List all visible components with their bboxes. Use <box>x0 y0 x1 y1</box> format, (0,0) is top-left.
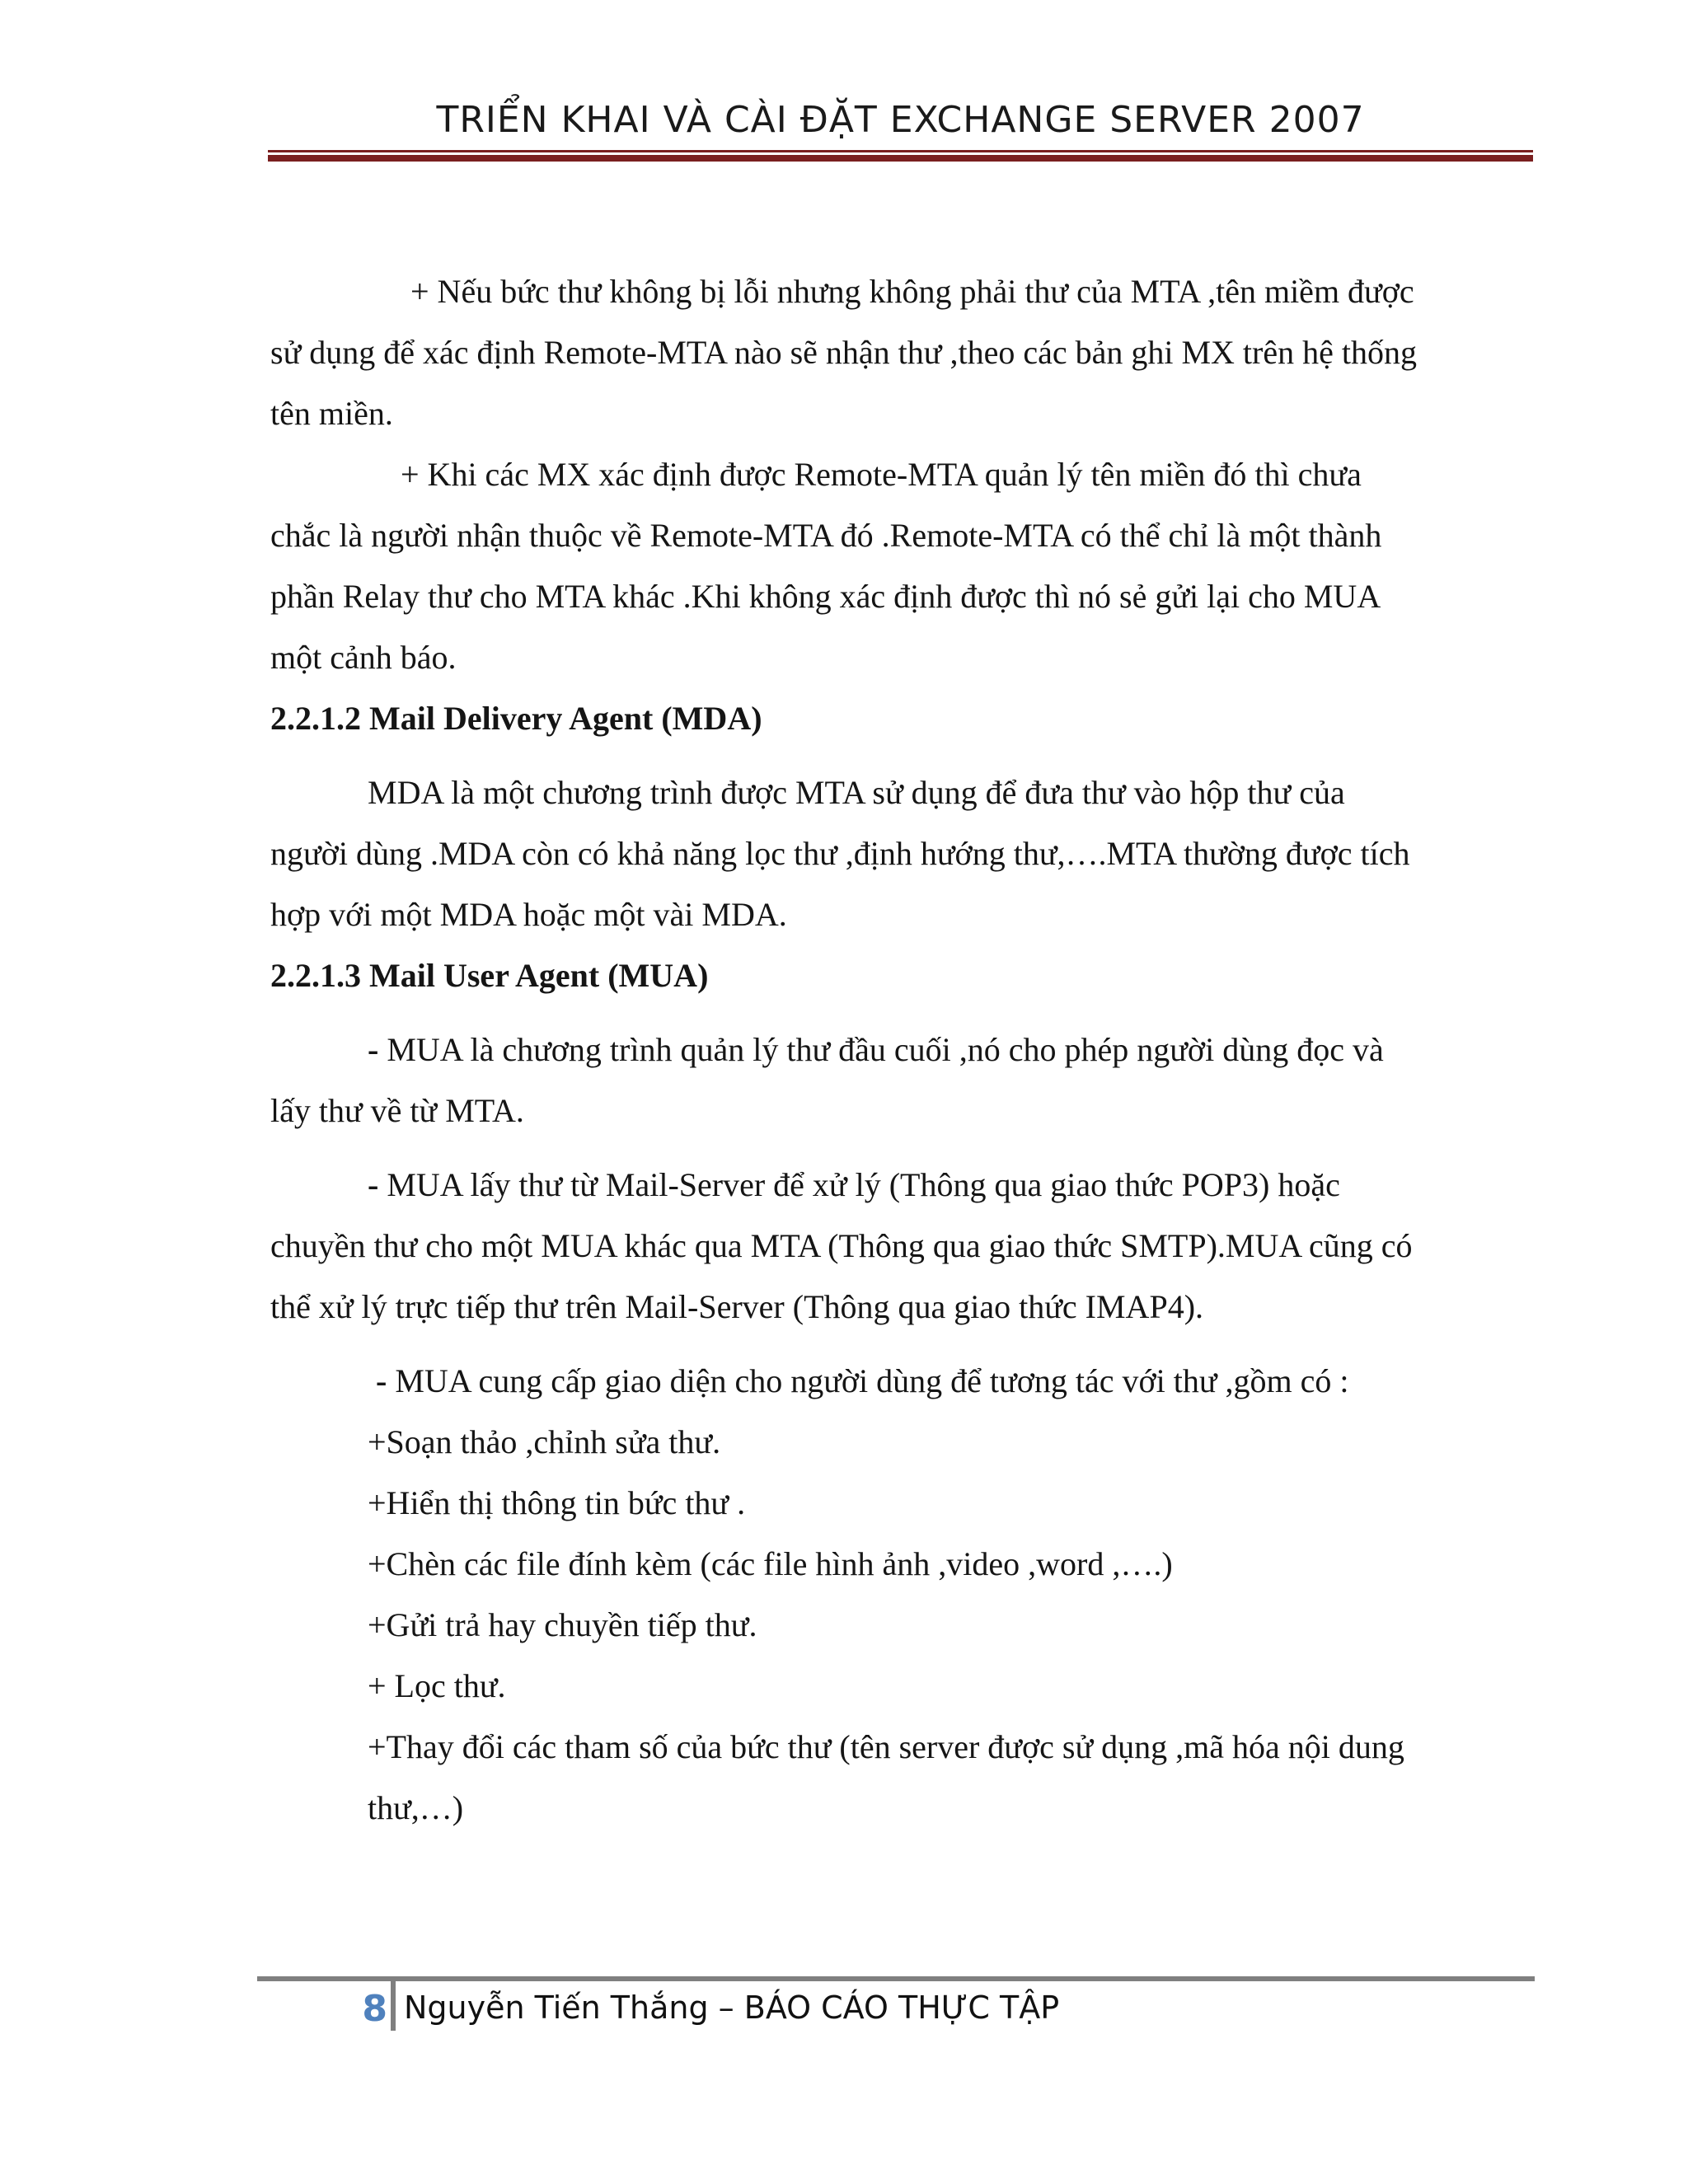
paragraph-line: + Khi các MX xác định được Remote-MTA quản lý tên miền đó thì chưa <box>401 456 1362 493</box>
paragraph-line: MDA là một chương trình được MTA sử dụng để đưa thư vào hộp thư của <box>368 774 1345 811</box>
header-rule-thick <box>268 155 1533 162</box>
bullet-dash: - <box>368 1166 379 1203</box>
paragraph-text: MUA cung cấp giao diện cho người dùng để tương tác với thư ,gồm có : <box>387 1362 1349 1399</box>
list-item: +Thay đổi các tham số của bức thư (tên server được sử dụng ,mã hóa nội dung <box>368 1728 1404 1765</box>
paragraph-line <box>376 1361 1349 1401</box>
list-item: +Chèn các file đính kèm (các file hình ảnh ,video ,word ,….) <box>368 1545 1173 1582</box>
paragraph-line: người dùng .MDA còn có khả năng lọc thư ,định hướng thư,….MTA thường được tích <box>270 835 1410 872</box>
paragraph-line: hợp với một MDA hoặc một vài MDA. <box>270 896 787 933</box>
paragraph-text: MUA là chương trình quản lý thư đầu cuối ,nó cho phép người dùng đọc và <box>378 1031 1384 1068</box>
section-heading-mua: 2.2.1.3 Mail User Agent (MUA) <box>270 957 709 994</box>
list-item: + Lọc thư. <box>368 1667 506 1704</box>
bullet-dash: - <box>376 1362 387 1399</box>
bullet-dash: - <box>368 1031 379 1068</box>
section-heading-mda: 2.2.1.2 Mail Delivery Agent (MDA) <box>270 700 762 737</box>
list-item: thư,…) <box>368 1789 464 1826</box>
paragraph-line: tên miền. <box>270 395 393 432</box>
list-item: +Hiển thị thông tin bức thư . <box>368 1484 746 1521</box>
paragraph-line: sử dụng để xác định Remote-MTA nào sẽ nhận thư ,theo các bản ghi MX trên hệ thống <box>270 334 1417 371</box>
page-header-title: TRIỂN KHAI VÀ CÀI ĐẶT EXCHANGE SERVER 2007 <box>436 99 1365 141</box>
footer-separator <box>391 1981 396 2031</box>
page-number: 8 <box>362 1988 387 2030</box>
paragraph-line <box>368 1165 1340 1205</box>
paragraph-line: chắc là người nhận thuộc về Remote-MTA đó .Remote-MTA có thể chỉ là một thành <box>270 517 1382 554</box>
paragraph-line: một cảnh báo. <box>270 639 457 676</box>
paragraph-line: thể xử lý trực tiếp thư trên Mail-Server (Thông qua giao thức IMAP4). <box>270 1288 1204 1325</box>
paragraph-line: + Nếu bức thư không bị lỗi nhưng không phải thư của MTA ,tên miềm được <box>410 273 1414 310</box>
paragraph-line: phần Relay thư cho MTA khác .Khi không xác định được thì nó sẻ gửi lại cho MUA <box>270 578 1381 615</box>
paragraph-text: MUA lấy thư từ Mail-Server để xử lý (Thông qua giao thức POP3) hoặc <box>378 1166 1340 1203</box>
list-item: +Gửi trả hay chuyền tiếp thư. <box>368 1606 757 1643</box>
paragraph-line <box>368 1030 1384 1070</box>
paragraph-line: lấy thư về từ MTA. <box>270 1092 524 1129</box>
header-rule <box>268 150 1533 152</box>
footer-rule <box>257 1976 1535 1981</box>
list-item: +Soạn thảo ,chỉnh sửa thư. <box>368 1423 721 1460</box>
footer-text: Nguyễn Tiến Thắng – BÁO CÁO THỰC TẬP <box>404 1990 1060 2026</box>
paragraph-line: chuyền thư cho một MUA khác qua MTA (Thông qua giao thức SMTP).MUA cũng có <box>270 1227 1413 1264</box>
